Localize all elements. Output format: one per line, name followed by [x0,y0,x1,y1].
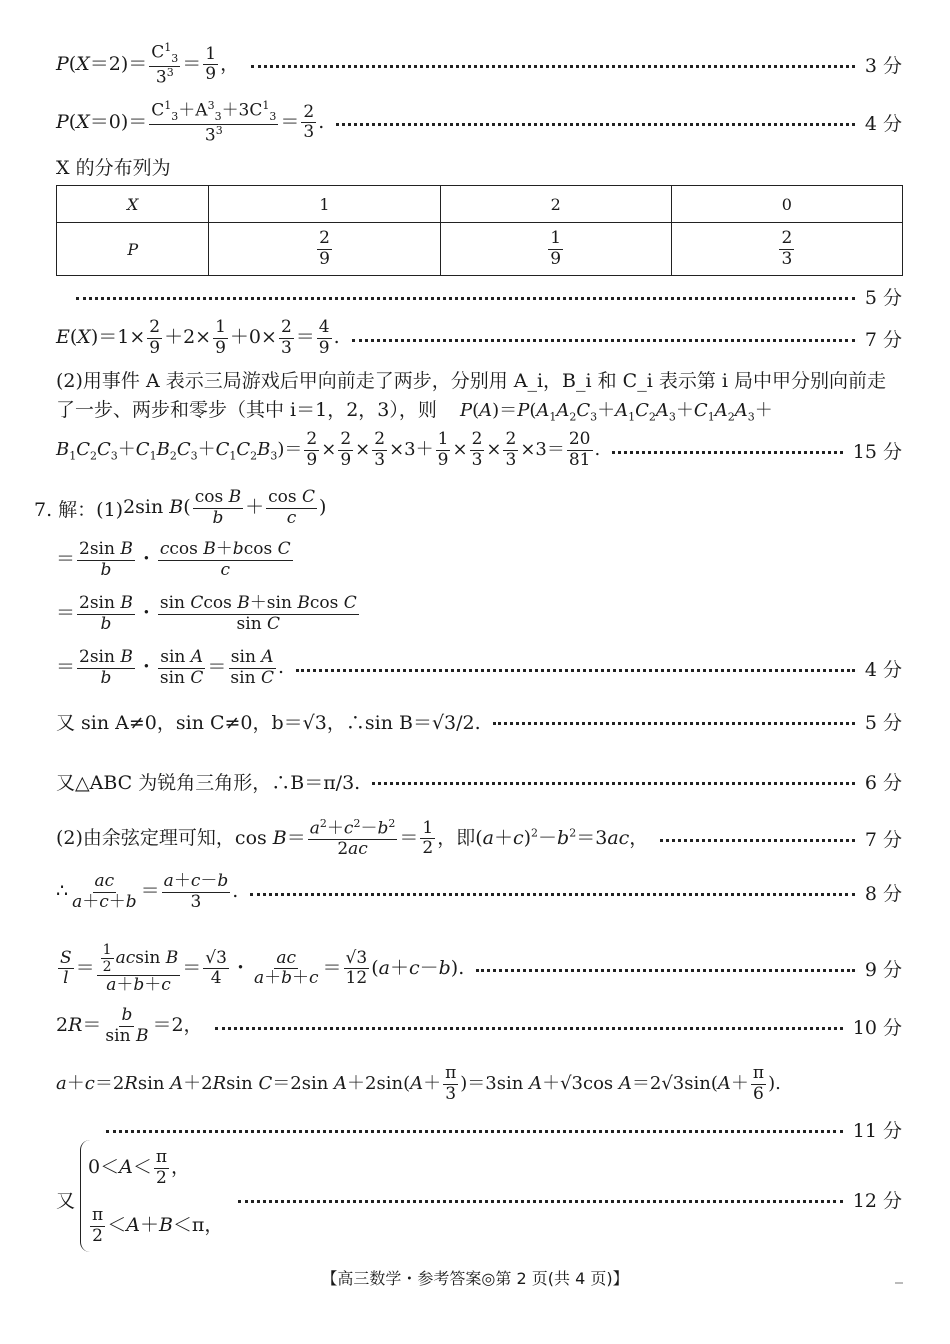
part2-result-line: $B_1C_2C_3+C_1B_2C_3+C_1C_2B_3)=$ $\frac{2}{9}$ × $\frac{2}{9}$ × $\frac{2}{3}$ ×3＋ $\frac{1}{9}$ × $\frac{2}{3}$ × $\frac{2}{3}$ ×3＝ $\frac{20}{81}$ . 15 分 [56,429,902,470]
score: 12 分 [852,1190,902,1212]
leader-dots [336,123,855,126]
leader-dots [251,65,855,68]
score: 6 分 [864,772,902,794]
scan-mark [895,1282,903,1284]
score: 4 分 [864,658,902,681]
score: 9 分 [864,959,902,982]
q7-text: (2)由余弦定理可知， [56,826,235,849]
expectation-line: E(X)＝1× $\frac{2}{9}$ ＋2× $\frac{1}{9}$ ＋0× $\frac{2}{3}$ ＝ $\frac{4}{9}$ . 7 分 [56,317,902,358]
px0-line: P(X＝0)＝ $\frac{C^1_3+A^3_3+3C^1_3}{3^3}$ ＝ $\frac{2}{3}$ . 4 分 [56,99,902,146]
q7-B-line [56,768,902,795]
score: 7 分 [864,328,902,351]
table-cell: $\frac{1}{9}$ [440,223,671,276]
score: 3 分 [864,55,902,78]
part2-text: (2)用事件 A 表示三局游戏后甲向前走了两步，分别用 A_i，B_i 和 C_i 表示第 i 局中甲分别向前走了一步、两步和零步（其中 i＝1，2，3），则 [56,370,886,421]
distribution-label: X 的分布列为 [56,157,171,179]
leader-dots [372,782,855,785]
q7-2R-line: 2R＝ $\frac{b}{\text{sin B}}$ ＝2， 10 分 [56,1005,902,1046]
leader-dots [352,339,855,342]
q7-text: 又△ABC 为锐角三角形，∴B＝π/3. [56,772,361,794]
page-footer: 【高三数学・参考答案◎第 2 页(共 4 页)】 [321,1269,629,1288]
q7-score-11 [106,1116,902,1143]
q7-ratio-line: ∴ $\frac{ac}{a+c+b}$ ＝ $\frac{a+c-b}{3}$ . 8 分 [56,871,902,912]
table-cell: $\frac{2}{9}$ [209,223,440,276]
q7-step3: ＝ $\frac{\text{2sin B}}{b}$ ・ $\frac{\text{sin A}}{\text{sin C}}$ ＝ $\frac{\text{sin A}}{\text{sin C}}$ . 4 分 [56,647,902,688]
score: 10 分 [852,1016,902,1039]
q7-step1: ＝ $\frac{\text{2sin B}}{b}$ ・ $\frac{\text{ccos B＋bcos C}}{c}$ [56,539,291,580]
leader-dots [250,893,855,896]
leader-dots [612,451,843,454]
score: 5 分 [864,287,902,309]
score: 5 分 [864,712,902,734]
leader-dots [215,1027,843,1030]
q7-label: 7. 解：(1) [34,498,124,521]
score: 7 分 [864,829,902,852]
q7-start: 7. 解：(1) 2sin B( $\frac{\text{cos B}}{b}$ ＋ $\frac{\text{cos C}}{c}$ ) [34,487,327,528]
part2-formula: $P(A)=P(A_1A_2C_3+A_1C_2A_3+C_1A_2A_3+$ [460,400,773,424]
table-row-label: P [57,223,209,276]
table-score-line [76,283,902,310]
score: 4 分 [864,113,902,136]
table-cell: $\frac{2}{3}$ [671,223,902,276]
q7-cosine-line: (2)由余弦定理可知，cos B＝ $\frac{a^2+c^2-b^2}{2ac}$ ＝ $\frac{1}{2}$ ，即$(a+c)^2-b^2=3ac$， 7 分 [56,817,902,860]
leader-dots [493,722,855,725]
q7-step2: ＝ $\frac{\text{2sin B}}{b}$ ・ $\frac{\text{sin Ccos B＋sin Bcos C}}{\text{sin C}}$ [56,593,357,634]
system-condition-2: $\frac{\pi}{2}$ ＜A＋B＜π， [92,1205,224,1246]
q7-score-12 [238,1186,902,1213]
leader-dots [476,969,855,972]
score: 15 分 [852,440,902,463]
px2-line: P(X＝2)＝ $\frac{C^1_3}{3^3}$ ＝ $\frac{1}{9}$ ， 3 分 [56,41,902,88]
distribution-table [56,185,903,276]
score: 11 分 [852,1120,902,1142]
table-header: 0 [671,186,902,223]
q7-Sl-line: $\frac{S}{l}$ ＝ $\frac{1}{2}$ acsin B a＋b＋c ＝ $\frac{√3}{4}$ ・ $\frac{ac}{a+b+c}$ ＝ $\frac{√3}{12}$ (a＋c－b). 9 分 [60,942,902,996]
leader-dots [296,669,855,672]
leader-dots [238,1200,843,1203]
leader-dots [660,839,855,842]
score: 8 分 [864,882,902,905]
table-header: X [57,186,209,223]
q7-also: 又 [56,1190,76,1212]
q7-sinB-line [56,708,902,735]
leader-dots [106,1130,843,1133]
q7-a-plus-c: a＋c＝2Rsin A＋2Rsin C＝2sin A＋2sin(A＋ $\frac{\pi}{3}$ )＝3sin A＋√3cos A＝2√3sin(A＋ $\frac{\pi}{6}$ ). [56,1063,781,1104]
q7-text: 又 sin A≠0，sin C≠0，b＝√3，∴sin B＝√3/2. [56,712,481,734]
system-condition-1: 0＜A＜ $\frac{\pi}{2}$ ， [88,1147,191,1188]
table-header: 1 [209,186,440,223]
table-header: 2 [440,186,671,223]
leader-dots [76,297,855,300]
